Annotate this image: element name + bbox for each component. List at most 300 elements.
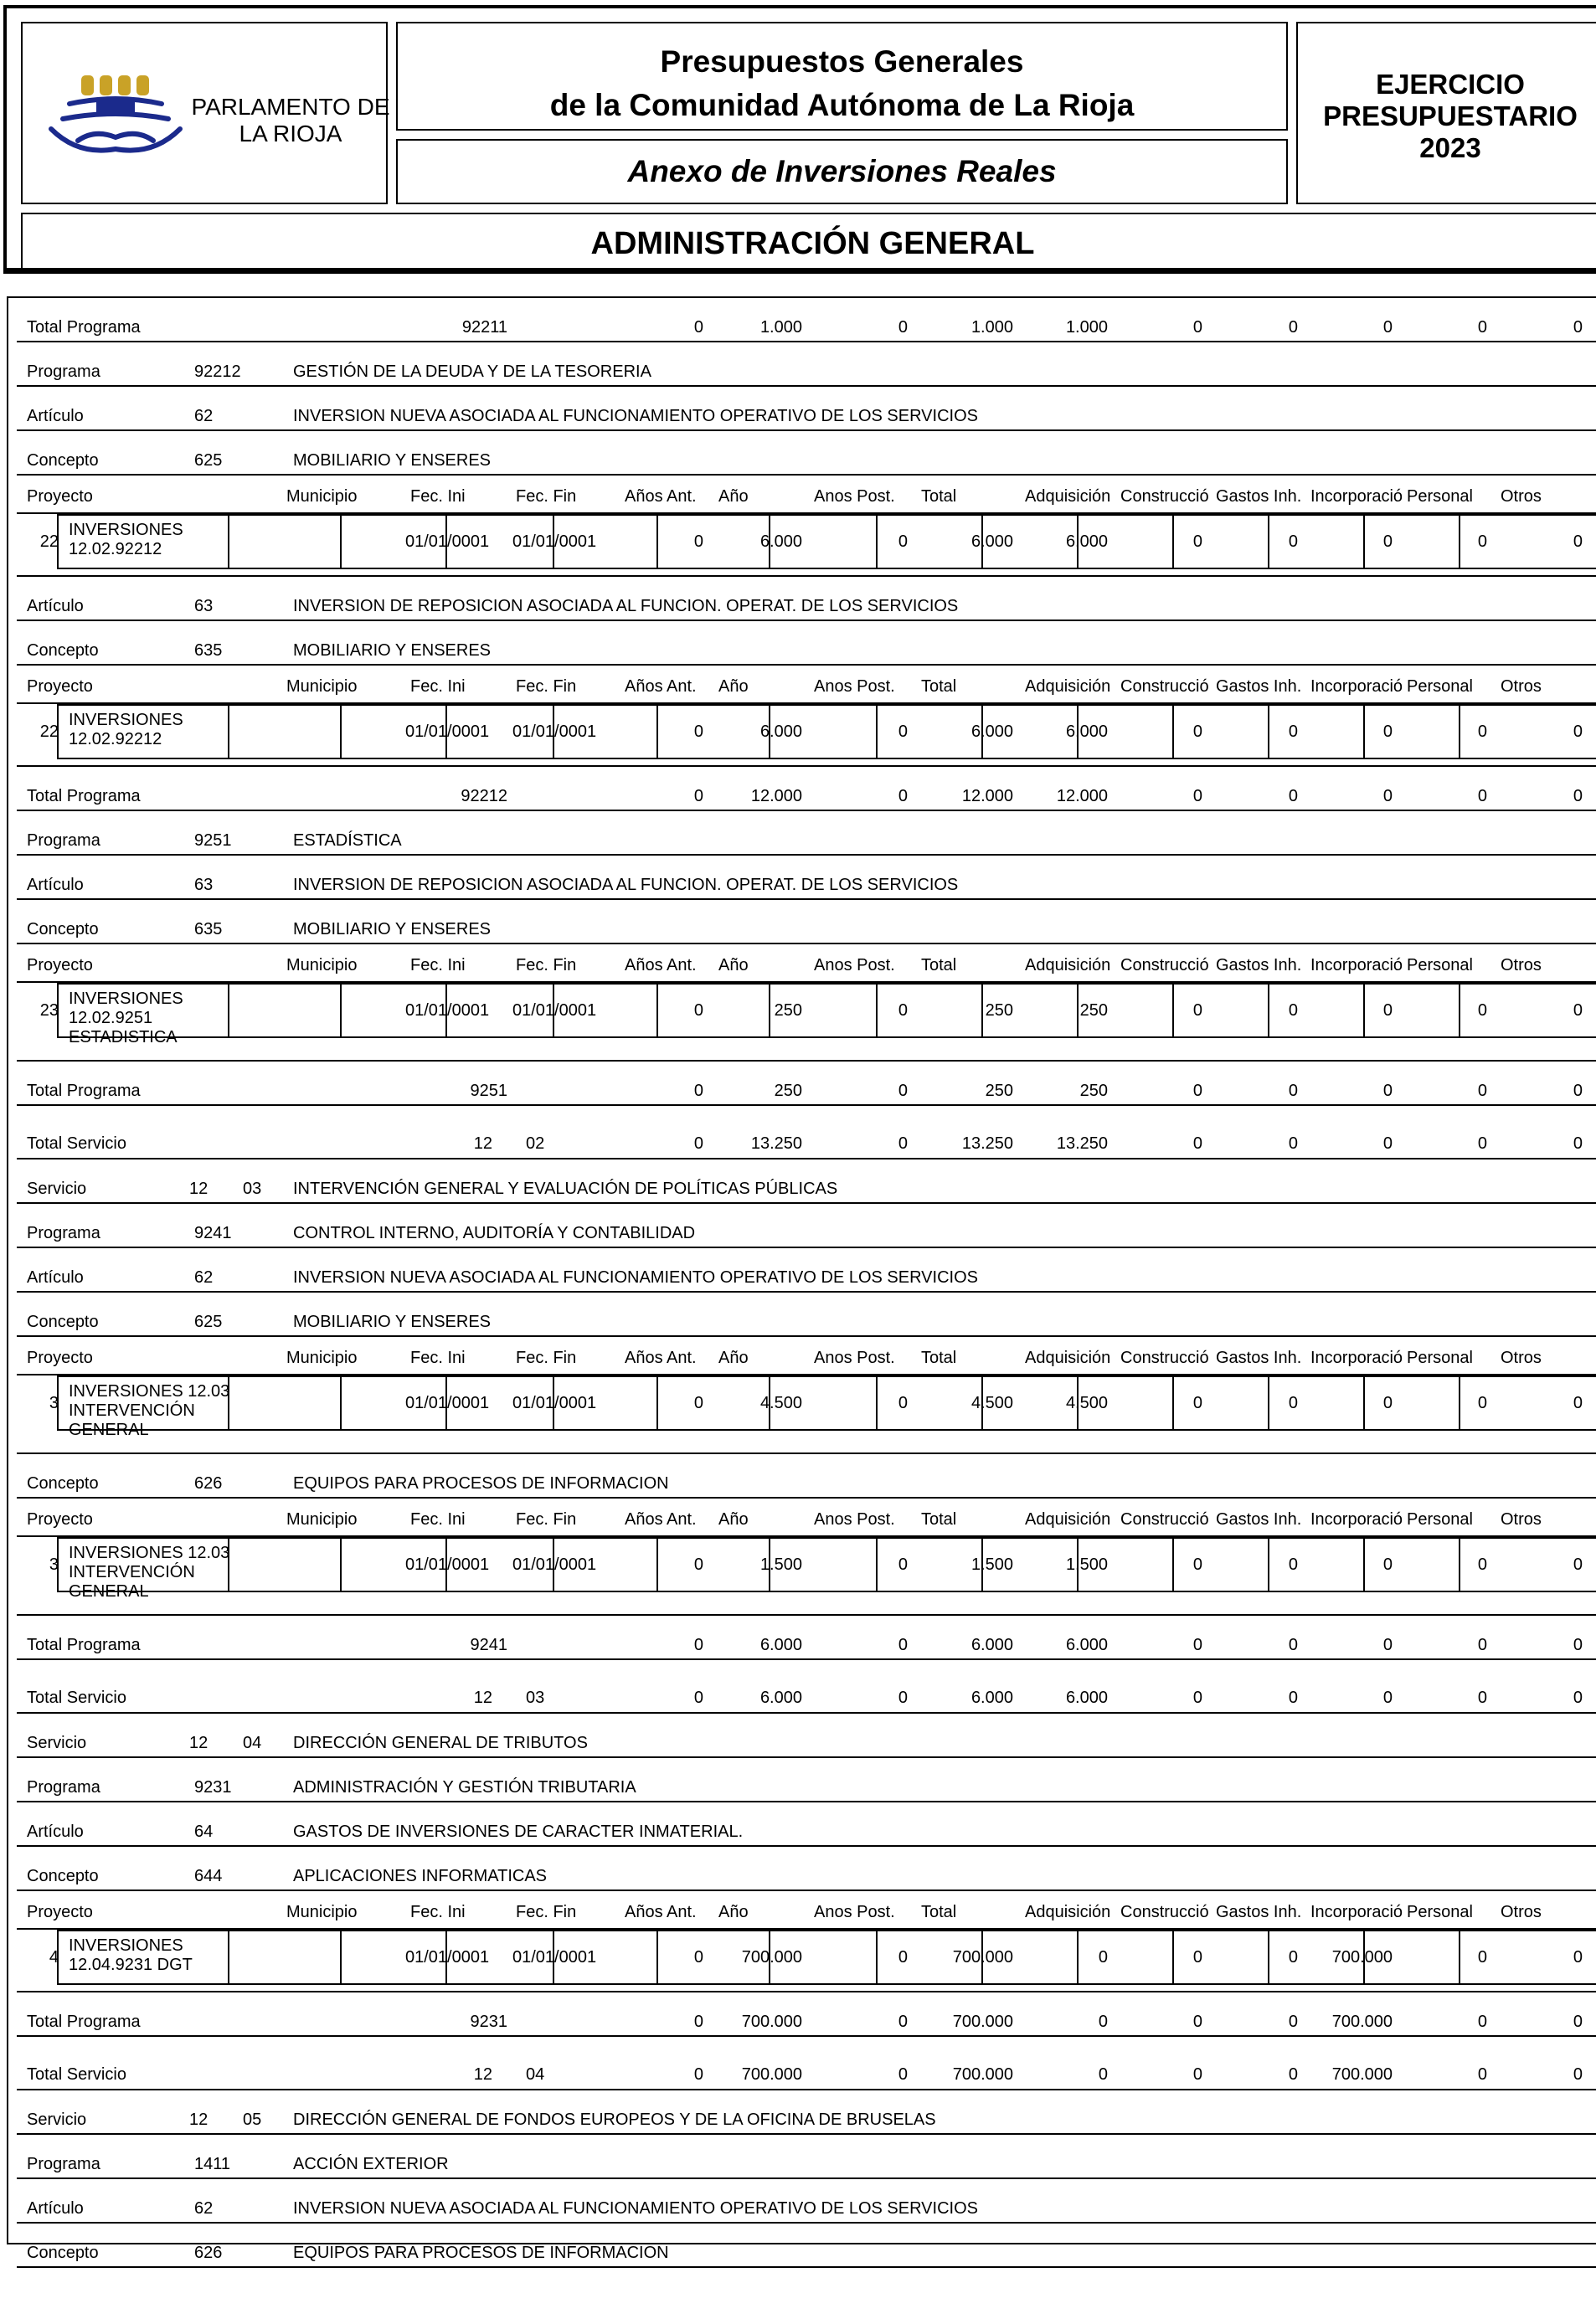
project-number: 4 [49, 1948, 59, 1967]
project-cell-frame [1363, 704, 1460, 759]
row-label: Programa [27, 2155, 100, 2173]
row-code: 625 [194, 451, 223, 470]
project-column-header: Construcció [1120, 1903, 1209, 1921]
project-column-header: Otros [1501, 487, 1542, 506]
annex-box [396, 139, 1288, 204]
row-label: Artículo [27, 2199, 84, 2218]
total-service-code: 12 [473, 1134, 492, 1153]
project-column-header: Año [718, 677, 749, 696]
classification-row [17, 1847, 1596, 1891]
project-column-header: Personal [1407, 677, 1473, 696]
row-code: 1411 [194, 2155, 231, 2173]
project-column-header: Año [718, 1349, 749, 1367]
amount-cell: 0 [1477, 318, 1487, 337]
annex-title: Anexo de Inversiones Reales [627, 154, 1057, 188]
service-code: 12 [189, 2111, 209, 2129]
amount-cell: 0 [898, 1948, 908, 1967]
amount-cell: 0 [1192, 787, 1202, 805]
project-cell-frame [228, 514, 342, 569]
project-name: INVERSIONES 12.03 INTERVENCIÓN GENERAL [69, 1544, 230, 1601]
amount-cell: 0 [1477, 532, 1487, 551]
row-label: Programa [27, 831, 100, 850]
project-name: INVERSIONES 12.02.92212 [69, 711, 183, 748]
project-column-header: Municipio [286, 1510, 358, 1529]
classification-row [17, 1454, 1596, 1499]
amount-cell: 0 [1288, 722, 1298, 741]
project-column-header: Adquisición [1025, 487, 1111, 506]
amount-cell: 6.000 [759, 532, 802, 551]
amount-cell: 250 [985, 1082, 1013, 1100]
amount-cell: 250 [985, 1001, 1013, 1020]
amount-cell: 0 [1573, 1082, 1583, 1100]
amount-cell: 6.000 [970, 722, 1013, 741]
investment-table [7, 296, 1596, 2262]
project-column-header: Adquisición [1025, 1903, 1111, 1921]
total-label: Total Servicio [27, 2065, 126, 2084]
service-subcode: 04 [243, 1734, 262, 1752]
project-column-header: Personal [1407, 1903, 1473, 1921]
amount-cell: 4.500 [970, 1394, 1013, 1412]
project-cell-frame [876, 983, 983, 1038]
amount-cell: 0 [693, 1948, 703, 1967]
amount-cell: 0 [1382, 1689, 1393, 1707]
amount-cell: 6.000 [1065, 1689, 1108, 1707]
amount-cell: 0 [898, 1689, 908, 1707]
classification-row [17, 856, 1596, 900]
row-description: INVERSION DE REPOSICION ASOCIADA AL FUNCION. OPERAT. DE LOS SERVICIOS [293, 597, 959, 615]
project-cell-frame [1172, 1375, 1269, 1431]
classification-row [17, 387, 1596, 431]
amount-cell: 0 [1098, 2013, 1108, 2031]
parliament-logo [44, 70, 187, 162]
amount-cell: 0 [1192, 1082, 1202, 1100]
project-cell-frame [1268, 1537, 1365, 1592]
servicio-row [17, 2090, 1596, 2135]
title-box [396, 22, 1288, 131]
parliament-name: PARLAMENTO DE LA RIOJA [191, 94, 390, 147]
project-column-header: Incorporació [1310, 1349, 1403, 1367]
row-description: CONTROL INTERNO, AUDITORÍA Y CONTABILIDAD [293, 1224, 696, 1242]
project-start-date: 01/01/0001 [405, 1394, 490, 1412]
project-column-header: Adquisición [1025, 677, 1111, 696]
project-cell-frame [1268, 704, 1365, 759]
service-code: 12 [189, 1180, 209, 1198]
document-title: Presupuestos Generales de la Comunidad Autónoma de La Rioja [549, 44, 1135, 122]
amount-cell: 0 [1288, 1134, 1298, 1153]
amount-cell: 6.000 [1065, 722, 1108, 741]
project-name: INVERSIONES 12.03 INTERVENCIÓN GENERAL [69, 1382, 230, 1439]
amount-cell: 0 [1477, 722, 1487, 741]
project-column-header: Gastos Inh. [1216, 956, 1302, 974]
row-description: ESTADÍSTICA [293, 831, 402, 850]
project-cell-frame [656, 983, 770, 1038]
classification-row [17, 900, 1596, 944]
amount-cell: 0 [1288, 1555, 1298, 1574]
amount-cell: 0 [898, 532, 908, 551]
amount-cell: 0 [693, 532, 703, 551]
project-start-date: 01/01/0001 [405, 722, 490, 741]
project-name: INVERSIONES 12.04.9231 DGT [69, 1936, 193, 1974]
project-column-header: Años Ant. [625, 677, 697, 696]
amount-cell: 0 [1573, 1948, 1583, 1967]
amount-cell: 0 [1573, 1689, 1583, 1707]
total-code: 9251 [470, 1082, 507, 1100]
project-number: 23 [39, 1001, 59, 1020]
project-column-header: Fec. Ini [410, 956, 466, 974]
project-start-date: 01/01/0001 [405, 1948, 490, 1967]
amount-cell: 13.250 [750, 1134, 802, 1153]
row-code: 9241 [194, 1224, 232, 1242]
project-start-date: 01/01/0001 [405, 532, 490, 551]
project-row [17, 983, 1596, 1062]
total-programa-row [17, 767, 1596, 811]
row-description: ADMINISTRACIÓN Y GESTIÓN TRIBUTARIA [293, 1778, 636, 1797]
amount-cell: 0 [1288, 1394, 1298, 1412]
row-description: MOBILIARIO Y ENSERES [293, 641, 492, 660]
row-code: 9251 [194, 831, 232, 850]
project-column-header: Personal [1407, 956, 1473, 974]
project-column-header: Anos Post. [814, 1903, 895, 1921]
amount-cell: 0 [1382, 1134, 1393, 1153]
amount-cell: 0 [1288, 787, 1298, 805]
project-column-header: Fec. Ini [410, 677, 466, 696]
project-cell-frame [876, 514, 983, 569]
amount-cell: 0 [1573, 787, 1583, 805]
amount-cell: 0 [898, 787, 908, 805]
amount-cell: 12.000 [961, 787, 1013, 805]
amount-cell: 700.000 [741, 2013, 802, 2031]
project-cell-frame [1172, 1930, 1269, 1985]
project-column-header: Proyecto [27, 1903, 93, 1921]
amount-cell: 0 [693, 722, 703, 741]
project-column-header: Anos Post. [814, 487, 895, 506]
amount-cell: 6.000 [970, 1636, 1013, 1654]
total-service-subcode: 02 [526, 1134, 545, 1153]
total-service-code: 12 [473, 1689, 492, 1707]
amount-cell: 0 [1192, 1636, 1202, 1654]
project-column-header: Anos Post. [814, 956, 895, 974]
amount-cell: 0 [898, 1134, 908, 1153]
total-label: Total Servicio [27, 1134, 126, 1153]
project-column-header: Construcció [1120, 487, 1209, 506]
project-number: 22 [39, 532, 59, 551]
amount-cell: 700.000 [1331, 2065, 1393, 2084]
project-number: 3 [49, 1394, 59, 1412]
project-column-header: Total [921, 677, 957, 696]
amount-cell: 0 [1573, 318, 1583, 337]
amount-cell: 0 [1098, 1948, 1108, 1967]
project-column-header: Anos Post. [814, 1510, 895, 1529]
project-column-header: Fec. Ini [410, 1510, 466, 1529]
row-code: 635 [194, 641, 223, 660]
project-header-row [17, 1337, 1596, 1375]
amount-cell: 13.250 [1056, 1134, 1108, 1153]
total-service-code: 12 [473, 2065, 492, 2084]
amount-cell: 0 [1382, 1082, 1393, 1100]
project-column-header: Año [718, 1903, 749, 1921]
amount-cell: 0 [1477, 1689, 1487, 1707]
project-column-header: Fec. Fin [516, 1349, 577, 1367]
row-description: DIRECCIÓN GENERAL DE FONDOS EUROPEOS Y DE LA OFICINA DE BRUSELAS [293, 2111, 936, 2129]
service-code: 12 [189, 1734, 209, 1752]
project-column-header: Incorporació [1310, 1903, 1403, 1921]
project-column-header: Gastos Inh. [1216, 677, 1302, 696]
row-description: DIRECCIÓN GENERAL DE TRIBUTOS [293, 1734, 588, 1752]
total-service-subcode: 04 [526, 2065, 545, 2084]
total-label: Total Programa [27, 787, 141, 805]
project-column-header: Total [921, 1903, 957, 1921]
project-end-date: 01/01/0001 [512, 1001, 597, 1020]
amount-cell: 0 [693, 1555, 703, 1574]
row-description: MOBILIARIO Y ENSERES [293, 920, 492, 938]
amount-cell: 250 [774, 1082, 802, 1100]
row-label: Programa [27, 1224, 100, 1242]
project-end-date: 01/01/0001 [512, 722, 597, 741]
project-cell-frame [1363, 1375, 1460, 1431]
amount-cell: 700.000 [1331, 1948, 1393, 1967]
classification-row [17, 811, 1596, 856]
total-code: 92211 [461, 318, 507, 337]
project-cell-frame [1172, 514, 1269, 569]
project-column-header: Fec. Ini [410, 487, 466, 506]
amount-cell: 4.500 [1065, 1394, 1108, 1412]
amount-cell: 4.500 [759, 1394, 802, 1412]
project-column-header: Construcció [1120, 677, 1209, 696]
project-cell-frame [228, 704, 342, 759]
amount-cell: 0 [1573, 532, 1583, 551]
amount-cell: 0 [1382, 1001, 1393, 1020]
amount-cell: 6.000 [1065, 1636, 1108, 1654]
row-label: Programa [27, 362, 100, 381]
amount-cell: 0 [1288, 2065, 1298, 2084]
project-column-header: Incorporació [1310, 677, 1403, 696]
project-row [17, 1537, 1596, 1616]
project-cell-frame [1077, 1930, 1174, 1985]
classification-row [17, 1293, 1596, 1337]
project-header-row [17, 1499, 1596, 1537]
row-description: INVERSION NUEVA ASOCIADA AL FUNCIONAMIENTO OPERATIVO DE LOS SERVICIOS [293, 1268, 978, 1287]
section-box [21, 213, 1596, 270]
amount-cell: 0 [1573, 2013, 1583, 2031]
classification-row [17, 342, 1596, 387]
row-label: Artículo [27, 1823, 84, 1841]
total-servicio-row [17, 1106, 1596, 1159]
amount-cell: 0 [1573, 1134, 1583, 1153]
amount-cell: 0 [1477, 2013, 1487, 2031]
servicio-row [17, 1714, 1596, 1758]
amount-cell: 12.000 [1056, 787, 1108, 805]
amount-cell: 700.000 [952, 2065, 1013, 2084]
amount-cell: 1.500 [759, 1555, 802, 1574]
project-column-header: Años Ant. [625, 1510, 697, 1529]
amount-cell: 0 [1288, 1082, 1298, 1100]
amount-cell: 0 [693, 2013, 703, 2031]
project-column-header: Proyecto [27, 956, 93, 974]
row-code: 626 [194, 1474, 223, 1493]
row-label: Concepto [27, 1474, 99, 1493]
project-column-header: Fec. Fin [516, 487, 577, 506]
project-cell-frame [1268, 983, 1365, 1038]
row-description: INVERSION NUEVA ASOCIADA AL FUNCIONAMIENTO OPERATIVO DE LOS SERVICIOS [293, 407, 978, 425]
amount-cell: 0 [898, 2065, 908, 2084]
row-code: 63 [194, 597, 214, 615]
total-label: Total Programa [27, 2013, 141, 2031]
project-header-row [17, 476, 1596, 514]
project-start-date: 01/01/0001 [405, 1555, 490, 1574]
amount-cell: 0 [693, 787, 703, 805]
amount-cell: 0 [1192, 2065, 1202, 2084]
total-programa-row [17, 1062, 1596, 1106]
total-label: Total Programa [27, 1636, 141, 1654]
project-column-header: Total [921, 1349, 957, 1367]
row-label: Artículo [27, 597, 84, 615]
classification-row [17, 621, 1596, 666]
project-cell-frame [228, 1375, 342, 1431]
amount-cell: 0 [1192, 1001, 1202, 1020]
row-description: INVERSION DE REPOSICION ASOCIADA AL FUNCION. OPERAT. DE LOS SERVICIOS [293, 876, 959, 894]
project-cell-frame [876, 704, 983, 759]
amount-cell: 0 [1382, 1636, 1393, 1654]
row-code: 92212 [194, 362, 241, 381]
project-number: 22 [39, 722, 59, 741]
amount-cell: 0 [898, 1555, 908, 1574]
project-column-header: Proyecto [27, 1510, 93, 1529]
project-column-header: Construcció [1120, 1349, 1209, 1367]
amount-cell: 0 [898, 1636, 908, 1654]
amount-cell: 1.000 [970, 318, 1013, 337]
total-programa-row [17, 1992, 1596, 2037]
project-column-header: Otros [1501, 1349, 1542, 1367]
amount-cell: 700.000 [952, 1948, 1013, 1967]
amount-cell: 0 [1288, 2013, 1298, 2031]
project-column-header: Gastos Inh. [1216, 487, 1302, 506]
project-column-header: Anos Post. [814, 1349, 895, 1367]
amount-cell: 0 [693, 1082, 703, 1100]
project-name: INVERSIONES 12.02.9251 ESTADISTICA [69, 990, 183, 1046]
project-column-header: Municipio [286, 487, 358, 506]
row-code: 626 [194, 2244, 223, 2262]
amount-cell: 0 [1288, 532, 1298, 551]
classification-row [17, 1204, 1596, 1248]
amount-cell: 0 [1288, 1948, 1298, 1967]
project-column-header: Municipio [286, 677, 358, 696]
amount-cell: 13.250 [961, 1134, 1013, 1153]
amount-cell: 0 [1477, 1134, 1487, 1153]
project-column-header: Otros [1501, 1903, 1542, 1921]
row-label: Concepto [27, 641, 99, 660]
amount-cell: 12.000 [750, 787, 802, 805]
total-label: Total Servicio [27, 1689, 126, 1707]
project-cell-frame [1363, 514, 1460, 569]
amount-cell: 0 [1192, 1948, 1202, 1967]
amount-cell: 700.000 [741, 1948, 802, 1967]
row-description: GASTOS DE INVERSIONES DE CARACTER INMATERIAL. [293, 1823, 744, 1841]
amount-cell: 700.000 [741, 2065, 802, 2084]
project-row [17, 1375, 1596, 1454]
total-servicio-row [17, 2037, 1596, 2090]
amount-cell: 0 [1288, 1689, 1298, 1707]
project-cell-frame [656, 1375, 770, 1431]
row-code: 644 [194, 1867, 223, 1885]
project-header-row [17, 1891, 1596, 1930]
row-description: MOBILIARIO Y ENSERES [293, 1313, 492, 1331]
classification-row [17, 2135, 1596, 2179]
amount-cell: 0 [693, 318, 703, 337]
row-code: 63 [194, 876, 214, 894]
classification-row [17, 431, 1596, 476]
project-header-row [17, 944, 1596, 983]
total-servicio-row [17, 1660, 1596, 1714]
row-label: Concepto [27, 1313, 99, 1331]
amount-cell: 0 [898, 722, 908, 741]
amount-cell: 0 [1382, 318, 1393, 337]
amount-cell: 6.000 [759, 722, 802, 741]
project-column-header: Fec. Ini [410, 1349, 466, 1367]
amount-cell: 0 [1573, 1636, 1583, 1654]
amount-cell: 0 [1477, 1082, 1487, 1100]
year-box [1296, 22, 1596, 204]
project-column-header: Adquisición [1025, 956, 1111, 974]
amount-cell: 1.000 [1065, 318, 1108, 337]
amount-cell: 0 [1573, 1394, 1583, 1412]
row-label: Concepto [27, 2244, 99, 2262]
amount-cell: 0 [1192, 1689, 1202, 1707]
row-description: ACCIÓN EXTERIOR [293, 2155, 449, 2173]
project-column-header: Gastos Inh. [1216, 1510, 1302, 1529]
amount-cell: 0 [1192, 318, 1202, 337]
amount-cell: 0 [1573, 1001, 1583, 1020]
project-column-header: Fec. Fin [516, 1510, 577, 1529]
row-code: 62 [194, 2199, 214, 2218]
amount-cell: 0 [1382, 1394, 1393, 1412]
amount-cell: 0 [1477, 1948, 1487, 1967]
project-column-header: Fec. Ini [410, 1903, 466, 1921]
project-column-header: Construcció [1120, 1510, 1209, 1529]
project-column-header: Municipio [286, 1349, 358, 1367]
project-column-header: Años Ant. [625, 956, 697, 974]
project-column-header: Fec. Fin [516, 956, 577, 974]
project-column-header: Anos Post. [814, 677, 895, 696]
project-column-header: Incorporació [1310, 487, 1403, 506]
total-code: 9241 [470, 1636, 507, 1654]
classification-row [17, 1802, 1596, 1847]
project-column-header: Año [718, 1510, 749, 1529]
amount-cell: 6.000 [1065, 532, 1108, 551]
project-column-header: Total [921, 956, 957, 974]
amount-cell: 0 [1573, 722, 1583, 741]
classification-row [17, 1758, 1596, 1802]
project-column-header: Total [921, 487, 957, 506]
row-description: EQUIPOS PARA PROCESOS DE INFORMACION [293, 2244, 669, 2262]
amount-cell: 0 [693, 1394, 703, 1412]
row-code: 635 [194, 920, 223, 938]
total-programa-row [17, 1616, 1596, 1660]
budget-year: EJERCICIO PRESUPUESTARIO 2023 [1323, 69, 1578, 163]
amount-cell: 1.500 [970, 1555, 1013, 1574]
project-column-header: Personal [1407, 487, 1473, 506]
project-end-date: 01/01/0001 [512, 1948, 597, 1967]
amount-cell: 0 [1573, 2065, 1583, 2084]
classification-row [17, 577, 1596, 621]
project-cell-frame [228, 983, 342, 1038]
amount-cell: 0 [1477, 2065, 1487, 2084]
row-label: Artículo [27, 407, 84, 425]
project-column-header: Gastos Inh. [1216, 1903, 1302, 1921]
amount-cell: 1.500 [1065, 1555, 1108, 1574]
row-description: MOBILIARIO Y ENSERES [293, 451, 492, 470]
project-column-header: Proyecto [27, 487, 93, 506]
project-column-header: Incorporació [1310, 1510, 1403, 1529]
